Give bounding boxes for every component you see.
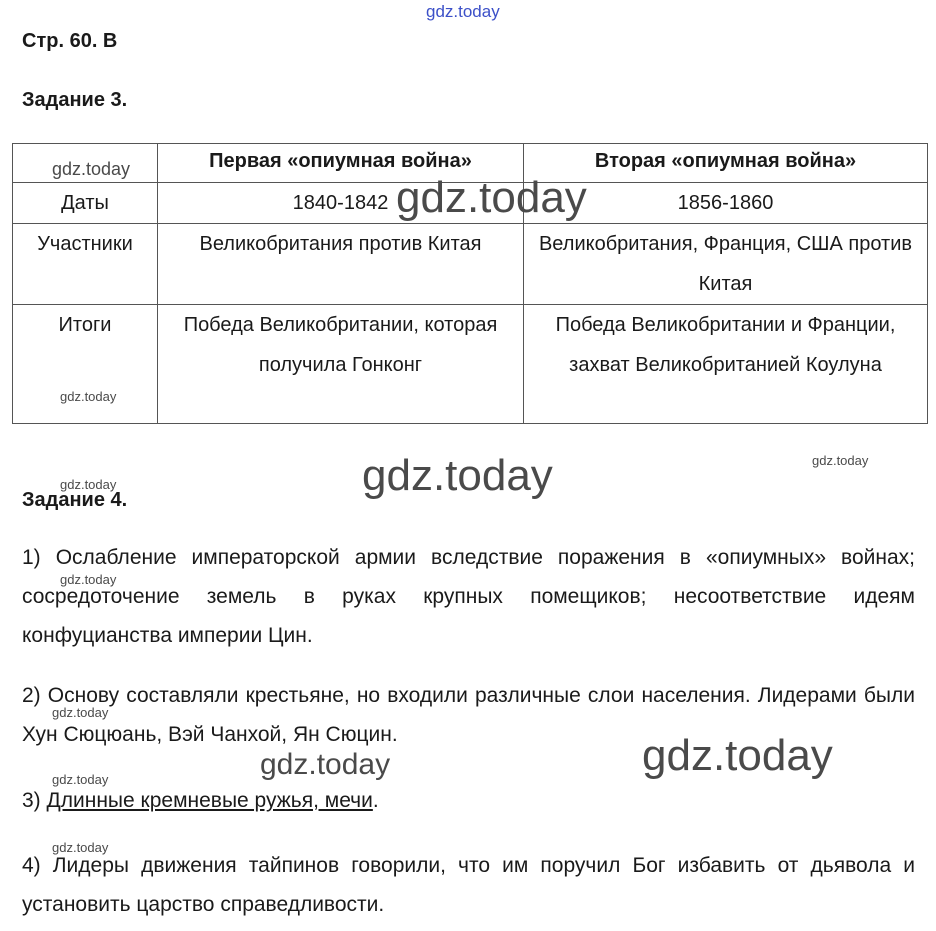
- answer-2: 2) Основу составляли крестьяне, но входили различные слои населения. Лидерами были Хун Сюцюань, Вэй Чанхой, Ян Сюцин.: [22, 684, 915, 746]
- cell-second-results: Победа Великобритании и Франции, захват Великобританией Коулуна: [524, 305, 928, 424]
- watermark-top: gdz.today: [426, 2, 500, 21]
- answer-4: 4) Лидеры движения тайпинов говорили, что им поручил Бог избавить от дьявола и установить царство справедливости.: [22, 854, 915, 916]
- table-header-first-war: Первая «опиумная война»: [158, 144, 524, 183]
- watermark: gdz.today: [60, 572, 117, 587]
- row-label-results: Итоги: [13, 305, 158, 424]
- row-label-dates: Даты: [13, 183, 158, 224]
- table-row: [13, 224, 928, 305]
- page-title: Стр. 60. В: [22, 30, 118, 52]
- answer-1: 1) Ослабление императорской армии вследствие поражения в «опиумных» войнах; сосредоточение земель в руках крупных помещиков; несоответствие идеям конфуцианства империи Цин.: [22, 546, 915, 647]
- answer-3-underlined: Длинные кремневые ружья, мечи: [46, 789, 373, 812]
- watermark: gdz.today: [60, 389, 117, 404]
- table-header-second-war: Вторая «опиумная война»: [524, 144, 928, 183]
- watermark: gdz.today: [52, 705, 109, 720]
- watermark: gdz.today: [642, 731, 833, 780]
- answer-3: [22, 781, 915, 820]
- answer-3-suffix: .: [372, 789, 379, 812]
- watermark: gdz.today: [52, 772, 109, 787]
- task4-title: Задание 4.: [22, 489, 128, 511]
- cell-first-dates: 1840-1842: [158, 183, 524, 224]
- watermark: gdz.today: [812, 453, 869, 468]
- watermark: gdz.today: [260, 748, 391, 781]
- watermark: gdz.today: [60, 477, 117, 492]
- answer-3-prefix: 3): [22, 789, 47, 812]
- watermark: gdz.today: [396, 173, 587, 222]
- task3-title: Задание 3.: [22, 89, 128, 111]
- row-label-participants: Участники: [13, 224, 158, 305]
- cell-second-dates: 1856-1860: [524, 183, 928, 224]
- cell-first-results: Победа Великобритании, которая получила Гонконг: [158, 305, 524, 424]
- cell-first-participants: Великобритания против Китая: [158, 224, 524, 305]
- watermark: gdz.today: [362, 451, 553, 500]
- table-row: [13, 305, 928, 424]
- cell-second-participants: Великобритания, Франция, США против Китая: [524, 224, 928, 305]
- watermark: gdz.today: [52, 840, 109, 855]
- watermark: gdz.today: [52, 159, 131, 179]
